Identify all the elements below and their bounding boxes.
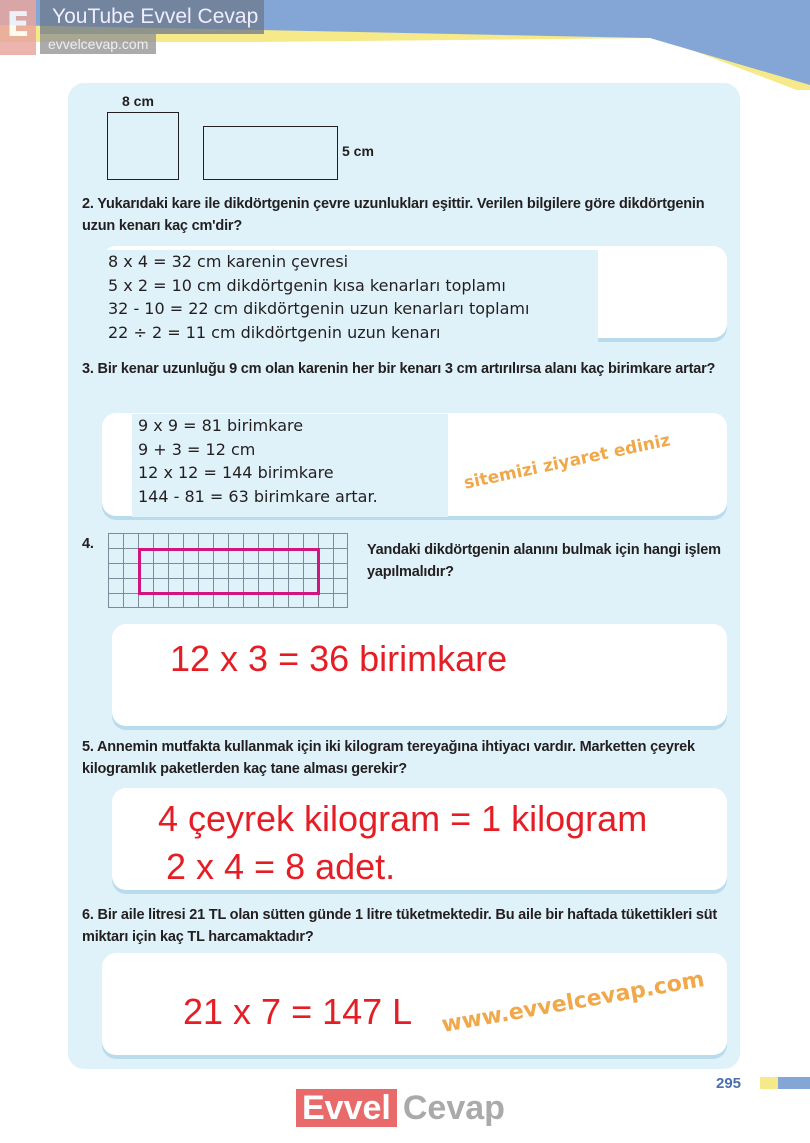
square-shape xyxy=(107,112,179,180)
question-2 xyxy=(82,193,732,237)
page-number: 295 xyxy=(716,1075,742,1092)
rectangle-shape xyxy=(203,126,338,180)
q4-number: 4. xyxy=(82,536,94,552)
page-tab-blue xyxy=(778,1077,810,1089)
q-text: Annemin mutfakta kullanmak için iki kilogram tereyağına ihtiyacı vardır. Marketten çeyrek kilogramlık paketlerden kaç tane alması gerekir? xyxy=(82,739,695,777)
question-6 xyxy=(82,904,732,948)
q-text: Bir kenar uzunluğu 9 cm olan karenin her bir kenarı 3 cm artırılırsa alanı kaç birimkare artar? xyxy=(97,361,716,377)
answer-line: 9 + 3 = 12 cm xyxy=(138,439,256,459)
answer-line: 32 - 10 = 22 cm dikdörtgenin uzun kenarları toplamı xyxy=(108,299,530,318)
answer-2 xyxy=(102,250,598,344)
answer-line: 22 ÷ 2 = 11 cm dikdörtgenin uzun kenarı xyxy=(108,322,441,342)
q-text: Yukarıdaki kare ile dikdörtgenin çevre uzunlukları eşittir. Verilen bilgilere göre dikdörtgenin uzun kenarı kaç cm'dir? xyxy=(82,196,705,234)
highlighted-rectangle xyxy=(138,548,320,595)
answer-line: 5 x 2 = 10 cm dikdörtgenin kısa kenarları toplamı xyxy=(108,275,506,295)
footer-logo xyxy=(296,1088,505,1128)
q-text: Bir aile litresi 21 TL olan sütten günde 1 litre tüketmektedir. Bu aile bir haftada tükettikleri süt miktarı için kaç TL harcamaktadır? xyxy=(82,907,718,945)
question-5 xyxy=(82,736,732,780)
diagonal-watermark-2: sitemizi ziyaret ediniz xyxy=(462,430,673,494)
youtube-watermark: YouTube Evvel Cevap xyxy=(40,0,264,34)
answer-3 xyxy=(132,414,448,517)
logo-badge: E xyxy=(0,0,36,55)
q-number: 6. xyxy=(82,907,94,923)
diagonal-watermark: www.evvelcevap.com xyxy=(439,967,707,1038)
footer-logo-a: Evvel xyxy=(296,1089,397,1127)
answer-line: 8 x 4 = 32 cm karenin çevresi xyxy=(108,252,349,271)
question-4: Yandaki dikdörtgenin alanını bulmak için hangi işlem yapılmalıdır? xyxy=(367,542,721,580)
answer-line: 9 x 9 = 81 birimkare xyxy=(138,416,304,435)
square-label: 8 cm xyxy=(122,93,154,109)
answer-4: 12 x 3 = 36 birimkare xyxy=(170,638,508,679)
answer-line: 12 x 12 = 144 birimkare xyxy=(138,463,334,482)
q-number: 3. xyxy=(82,361,94,377)
question-3 xyxy=(82,358,732,380)
rect-label: 5 cm xyxy=(342,143,374,159)
page-tab-yellow xyxy=(760,1077,778,1089)
site-watermark: evvelcevap.com xyxy=(40,34,156,54)
q-number: 5. xyxy=(82,739,94,755)
answer-6: 21 x 7 = 147 L xyxy=(183,991,413,1032)
answer-line: 144 - 81 = 63 birimkare artar. xyxy=(138,486,378,506)
footer-logo-b: Cevap xyxy=(402,1089,505,1127)
answer-5-line-1: 4 çeyrek kilogram = 1 kilogram xyxy=(158,798,648,839)
answer-5-line-2: 2 x 4 = 8 adet. xyxy=(166,846,396,887)
q-number: 2. xyxy=(82,196,94,212)
